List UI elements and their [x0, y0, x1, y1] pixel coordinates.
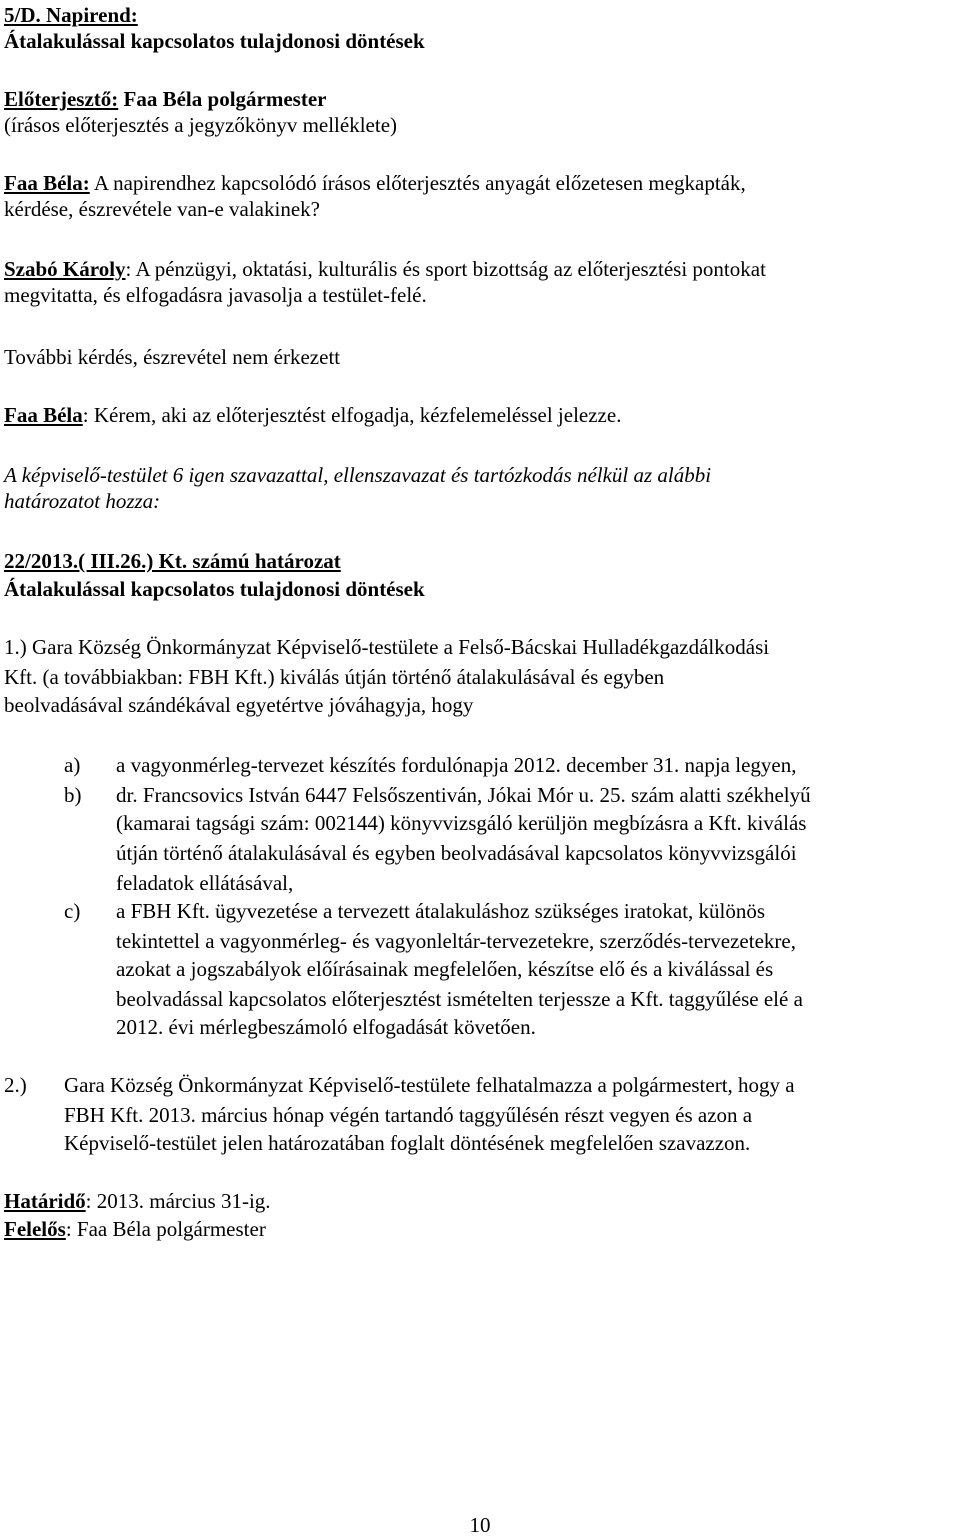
speaker-faa: Faa Béla: [4, 171, 90, 195]
paragraph-szabo-line2: megvitatta, és elfogadásra javasolja a testület-felé. [4, 283, 427, 307]
sub-b-line1: dr. Francsovics István 6447 Felsőszentiván, Jókai Mór u. 25. szám alatti székhelyű [116, 783, 811, 807]
paragraph-text: : Kérem, aki az előterjesztést elfogadja, kézfelemeléssel jelezze. [82, 403, 622, 427]
item1-line1: 1.) Gara Község Önkormányzat Képviselő-testülete a Felső-Bácskai Hulladékgazdálkodási [4, 635, 770, 659]
vote-text: A képviselő-testület 6 igen szavazattal, ellenszavazat és tartózkodás nélkül az alábbi [4, 463, 712, 487]
paragraph-text: : A pénzügyi, oktatási, kulturális és sport bizottság az előterjesztési pontokat [125, 257, 766, 281]
sub-b-marker: b) [64, 783, 82, 807]
deadline-label: Határidő [4, 1189, 86, 1213]
presenter-name: Faa Béla polgármester [118, 87, 327, 111]
presenter-label: Előterjesztő: [4, 87, 119, 111]
resolution-number: 22/2013.( III.26.) Kt. számú határozat [4, 549, 341, 573]
page-number: 10 [469, 1513, 491, 1537]
sub-c-line4: beolvadással kapcsolatos előterjesztést ismételten terjessze a Kft. taggyűlése elé a [116, 987, 803, 1011]
deadline-line [4, 1188, 271, 1214]
sub-b-line2: (kamarai tagsági szám: 002144) könyvvizsgáló kerüljön megbízásra a Kft. kiválás [116, 811, 807, 835]
sub-a-marker: a) [64, 753, 81, 777]
responsible-value: : Faa Béla polgármester [65, 1217, 266, 1241]
responsible-line [4, 1216, 266, 1242]
sub-c-line5: 2012. évi mérlegbeszámoló elfogadását követően. [116, 1015, 536, 1039]
item2-marker: 2.) [4, 1073, 27, 1097]
presenter-note: (írásos előterjesztés a jegyzőkönyv melléklete) [4, 113, 398, 137]
vote-result-line2: határozatot hozza: [4, 489, 161, 513]
sub-c-marker: c) [64, 899, 81, 923]
no-further-questions: További kérdés, észrevétel nem érkezett [4, 345, 341, 369]
item1-line3: beolvadásával szándékával egyetértve jóváhagyja, hogy [4, 693, 474, 717]
deadline-value: : 2013. március 31-ig. [85, 1189, 271, 1213]
item2-line3: Képviselő-testület jelen határozatában foglalt döntésének megfelelően szavazzon. [64, 1131, 751, 1155]
resolution-title: Átalakulással kapcsolatos tulajdonosi döntések [4, 577, 425, 601]
item2-line2: FBH Kft. 2013. március hónap végén tartandó taggyűlésén részt vegyen és azon a [64, 1103, 753, 1127]
sub-b-line3: útján történő átalakulásával és egyben beolvadásával kapcsolatos könyvvizsgálói [116, 841, 797, 865]
presenter-line [4, 86, 326, 112]
paragraph-faa-2 [4, 402, 621, 428]
paragraph-text: A napirendhez kapcsolódó írásos előterjesztés anyagát előzetesen megkapták, [89, 171, 746, 195]
sub-c-line2: tekintettel a vagyonmérleg- és vagyonleltár-tervezetekre, szerződés-tervezetekre, [116, 929, 796, 953]
sub-a-line1: a vagyonmérleg-tervezet készítés fordulónapja 2012. december 31. napja legyen, [116, 753, 797, 777]
sub-c-line3: azokat a jogszabályok előírásainak megfelelően, készítse elő és a kiválással és [116, 957, 774, 981]
speaker-szabo: Szabó Károly [4, 257, 126, 281]
agenda-title: Átalakulással kapcsolatos tulajdonosi döntések [4, 29, 425, 53]
sub-b-line4: feladatok ellátásával, [116, 871, 294, 895]
speaker-faa-2: Faa Béla [4, 403, 83, 427]
vote-result-line1 [4, 462, 956, 488]
paragraph-szabo-line1 [4, 256, 766, 282]
paragraph-faa-1-line2: kérdése, észrevétele van-e valakinek? [4, 197, 320, 221]
item2-line1: Gara Község Önkormányzat Képviselő-testülete felhatalmazza a polgármestert, hogy a [64, 1073, 795, 1097]
item1-line2: Kft. (a továbbiakban: FBH Kft.) kiválás útján történő átalakulásával és egyben [4, 665, 665, 689]
paragraph-faa-1-line1 [4, 170, 956, 196]
responsible-label: Felelős [4, 1217, 66, 1241]
sub-c-line1: a FBH Kft. ügyvezetése a tervezett átalakuláshoz szükséges iratokat, különös [116, 899, 766, 923]
agenda-number: 5/D. Napirend: [4, 3, 138, 27]
